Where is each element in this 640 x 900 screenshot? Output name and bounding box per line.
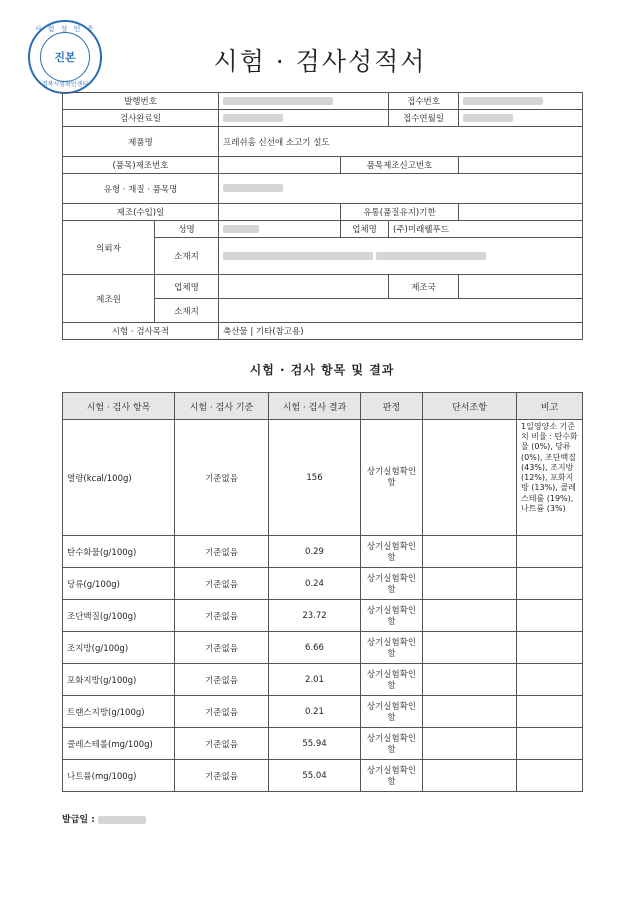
column-header: 시험 · 검사 항목 [63, 393, 175, 420]
type-label: 유형 · 재질 · 품목명 [63, 174, 219, 204]
mfr-country-label: 제조국 [389, 275, 459, 299]
issue-date-label: 발급일 : [62, 815, 95, 825]
mfr-company-label: 업체명 [155, 275, 219, 299]
table-row [63, 632, 583, 664]
issue-no-label: 발행번호 [63, 93, 219, 110]
redacted-value [223, 97, 333, 105]
standard-cell: 기준없음 [175, 536, 269, 568]
purpose-value: 축산물 | 기타(참고용) [219, 323, 583, 340]
verdict-cell: 상기실험확인함 [361, 536, 423, 568]
report-info-table [62, 92, 583, 340]
results-table [62, 392, 583, 792]
item-report-no-value [459, 157, 583, 174]
verdict-cell: 상기실험확인함 [361, 664, 423, 696]
seal-center-text: 진본 [54, 51, 76, 64]
table-row [63, 420, 583, 536]
product-label: 제품명 [63, 127, 219, 157]
standard-cell: 기준없음 [175, 664, 269, 696]
receipt-date-value [459, 110, 583, 127]
client-name-value [219, 221, 341, 238]
info-row-dates [63, 110, 583, 127]
client-name-label: 성명 [155, 221, 219, 238]
redacted-value [463, 114, 513, 122]
type-value [219, 174, 583, 204]
results-header-row [63, 393, 583, 420]
mfg-date-value [219, 204, 341, 221]
column-header: 시험 · 검사 기준 [175, 393, 269, 420]
column-header: 비고 [517, 393, 583, 420]
result-cell: 23.72 [269, 600, 361, 632]
item-cell: 탄수화물(g/100g) [63, 536, 175, 568]
result-cell: 2.01 [269, 664, 361, 696]
product-value: 프레쉬홈 신선애 소고기 설도 [219, 127, 583, 157]
clause-cell [423, 664, 517, 696]
completion-date-value [219, 110, 389, 127]
redacted-value [223, 184, 283, 192]
result-cell: 55.04 [269, 760, 361, 792]
verdict-cell: 상기실험확인함 [361, 420, 423, 536]
client-company-value: (주)미래웰푸드 [389, 221, 583, 238]
info-row-mfg-no [63, 157, 583, 174]
redacted-value [376, 252, 486, 260]
table-row [63, 696, 583, 728]
result-cell: 0.24 [269, 568, 361, 600]
clause-cell [423, 568, 517, 600]
item-cell: 포화지방(g/100g) [63, 664, 175, 696]
mfr-country-value [459, 275, 583, 299]
expiry-label: 유통(품질유지)기한 [341, 204, 459, 221]
verdict-cell: 상기실험확인함 [361, 696, 423, 728]
info-row-purpose [63, 323, 583, 340]
standard-cell: 기준없음 [175, 420, 269, 536]
standard-cell: 기준없음 [175, 600, 269, 632]
note-cell [517, 568, 583, 600]
item-cell: 조지방(g/100g) [63, 632, 175, 664]
clause-cell [423, 728, 517, 760]
item-cell: 트랜스지방(g/100g) [63, 696, 175, 728]
info-row-client-name [63, 221, 583, 238]
standard-cell: 기준없음 [175, 632, 269, 664]
note-cell [517, 760, 583, 792]
note-cell [517, 728, 583, 760]
clause-cell [423, 600, 517, 632]
expiry-value [459, 204, 583, 221]
seal-bottom-text: 경북시험확인센터 [41, 81, 89, 88]
note-cell [517, 600, 583, 632]
completion-date-label: 검사완료일 [63, 110, 219, 127]
client-address-label: 소재지 [155, 238, 219, 275]
note-cell [517, 696, 583, 728]
verdict-cell: 상기실험확인함 [361, 760, 423, 792]
redacted-value [98, 816, 146, 824]
item-cell: 당류(g/100g) [63, 568, 175, 600]
standard-cell: 기준없음 [175, 696, 269, 728]
table-row [63, 664, 583, 696]
redacted-value [463, 97, 543, 105]
info-row-mfr-company [63, 275, 583, 299]
table-row [63, 728, 583, 760]
client-company-label: 업체명 [341, 221, 389, 238]
table-row [63, 568, 583, 600]
client-label: 의뢰자 [63, 221, 155, 275]
column-header: 시험 · 검사 결과 [269, 393, 361, 420]
seal-top-text: 시 험 성 인 증 [34, 25, 96, 33]
column-header: 단서조항 [423, 393, 517, 420]
receipt-no-label: 접수번호 [389, 93, 459, 110]
mfr-address-value [219, 299, 583, 323]
result-cell: 0.29 [269, 536, 361, 568]
result-cell: 55.94 [269, 728, 361, 760]
clause-cell [423, 696, 517, 728]
receipt-date-label: 접수연월일 [389, 110, 459, 127]
info-row-type [63, 174, 583, 204]
redacted-value [223, 252, 373, 260]
item-cell: 조단백질(g/100g) [63, 600, 175, 632]
results-section-title: 시험 · 검사 항목 및 결과 [249, 363, 395, 377]
result-cell: 156 [269, 420, 361, 536]
item-report-no-label: 품목제조신고번호 [341, 157, 459, 174]
clause-cell [423, 632, 517, 664]
item-mfg-no-label: (품목)제조번호 [63, 157, 219, 174]
redacted-value [223, 225, 259, 233]
issue-no-value [219, 93, 389, 110]
manufacturer-label: 제조원 [63, 275, 155, 323]
note-cell: 1일영양소 기준치 비율 : 탄수화물 (0%), 당류 (0%), 조단백질 (43%), 조지방 (12%), 포화지방 (13%), 콜레스테롤 (19%), 나트륨 (3%) [517, 420, 583, 536]
mfg-date-label: 제조(수입)일 [63, 204, 219, 221]
issue-date [62, 812, 146, 825]
standard-cell: 기준없음 [175, 760, 269, 792]
table-row [63, 760, 583, 792]
clause-cell [423, 536, 517, 568]
item-cell: 열량(kcal/100g) [63, 420, 175, 536]
result-cell: 0.21 [269, 696, 361, 728]
redacted-value [223, 114, 283, 122]
mfr-address-label: 소재지 [155, 299, 219, 323]
clause-cell [423, 760, 517, 792]
verdict-cell: 상기실험확인함 [361, 600, 423, 632]
purpose-label: 시험 · 검사목적 [63, 323, 219, 340]
verdict-cell: 상기실험확인함 [361, 728, 423, 760]
info-row-issue [63, 93, 583, 110]
info-row-product [63, 127, 583, 157]
item-mfg-no-value [219, 157, 341, 174]
mfr-company-value [219, 275, 389, 299]
document-title: 시험 · 검사성적서 [213, 47, 427, 76]
standard-cell: 기준없음 [175, 728, 269, 760]
info-row-mfg-date [63, 204, 583, 221]
receipt-no-value [459, 93, 583, 110]
client-address-value [219, 238, 583, 275]
item-cell: 콜레스테롤(mg/100g) [63, 728, 175, 760]
table-row [63, 536, 583, 568]
note-cell [517, 632, 583, 664]
column-header: 판정 [361, 393, 423, 420]
note-cell [517, 664, 583, 696]
note-cell [517, 536, 583, 568]
table-row [63, 600, 583, 632]
verdict-cell: 상기실험확인함 [361, 632, 423, 664]
result-cell: 6.66 [269, 632, 361, 664]
item-cell: 나트륨(mg/100g) [63, 760, 175, 792]
verdict-cell: 상기실험확인함 [361, 568, 423, 600]
standard-cell: 기준없음 [175, 568, 269, 600]
clause-cell [423, 420, 517, 536]
